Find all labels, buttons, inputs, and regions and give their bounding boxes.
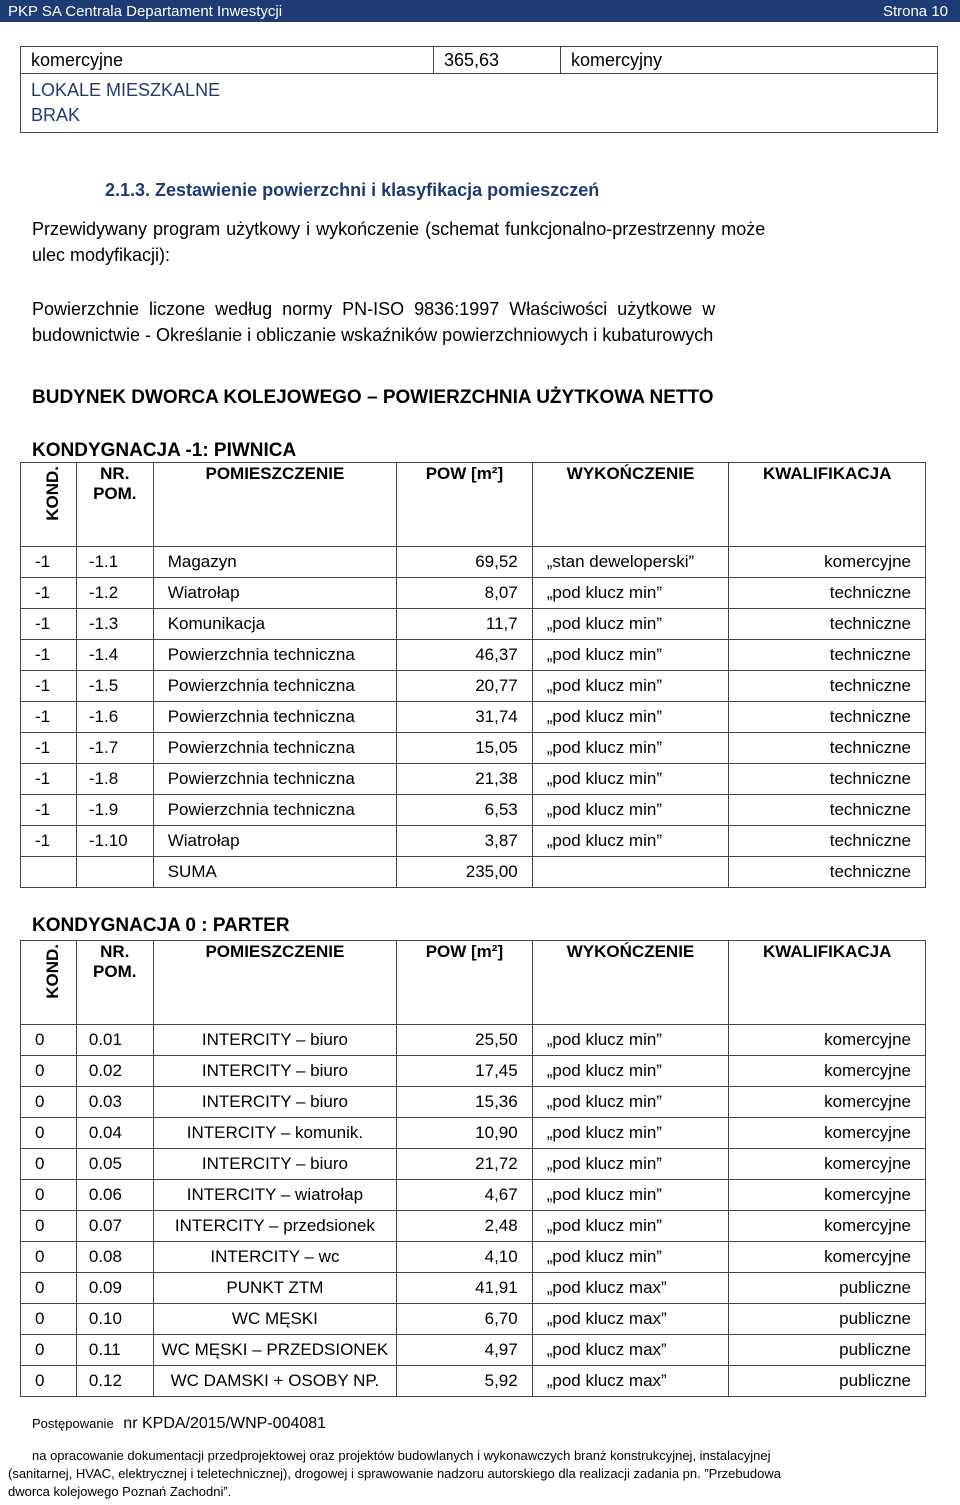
table-row [21,733,926,764]
summary-cell: 365,63 [434,47,561,74]
sum-label: SUMA [153,857,396,888]
cell-kwalifikacja: komercyjne [729,1180,926,1211]
footer-line-3: dworca kolejowego Poznań Zachodni”. [8,1484,232,1499]
summary-table [20,46,938,133]
col-nr: NR. POM. [76,941,153,1025]
cell-kwalifikacja: techniczne [729,733,926,764]
table-row [21,1087,926,1118]
lokale-mieszkalne-cell [21,74,938,133]
cell-kwalifikacja: techniczne [729,826,926,857]
piwnica-table [20,462,926,888]
cell-kond: -1 [21,609,77,640]
cell-pow: 4,67 [397,1180,533,1211]
cell-kwalifikacja: publiczne [729,1335,926,1366]
cell-pow: 4,10 [397,1242,533,1273]
postepowanie-label: Postępowanie [32,1416,114,1431]
page-header [0,0,960,22]
cell-pomieszczenie: INTERCITY – wc [153,1242,396,1273]
cell-pomieszczenie: INTERCITY – biuro [153,1149,396,1180]
cell-pomieszczenie: INTERCITY – biuro [153,1025,396,1056]
table-row [21,1273,926,1304]
cell-wykonczenie: „pod klucz min” [532,702,729,733]
cell-kond: 0 [21,1366,77,1397]
cell-kwalifikacja: komercyjne [729,1025,926,1056]
cell-kwalifikacja: techniczne [729,609,926,640]
cell-kond: -1 [21,702,77,733]
cell-nr: 0.11 [76,1335,153,1366]
cell-wykonczenie: „pod klucz min” [532,1149,729,1180]
cell-pow: 46,37 [397,640,533,671]
cell-kwalifikacja: komercyjne [729,1087,926,1118]
cell-nr: 0.12 [76,1366,153,1397]
cell-pomieszczenie: INTERCITY – biuro [153,1056,396,1087]
cell-pomieszczenie: Powierzchnia techniczna [153,702,396,733]
cell-kond: -1 [21,547,77,578]
cell-nr: -1.4 [76,640,153,671]
col-kond: KOND. [21,941,77,1025]
cell-nr: -1.2 [76,578,153,609]
cell-wykonczenie: „pod klucz max” [532,1304,729,1335]
cell-pomieszczenie: Magazyn [153,547,396,578]
postepowanie-number: nr KPDA/2015/WNP-004081 [123,1415,327,1432]
cell-pomieszczenie: PUNKT ZTM [153,1273,396,1304]
table-row [21,1118,926,1149]
table-cell [76,857,153,888]
cell-kwalifikacja: publiczne [729,1366,926,1397]
cell-pow: 6,53 [397,795,533,826]
cell-kwalifikacja: techniczne [729,671,926,702]
sum-kwalifikacja: techniczne [729,857,926,888]
cell-nr: -1.10 [76,826,153,857]
summary-cell: komercyjne [21,47,434,74]
cell-kwalifikacja: komercyjne [729,1118,926,1149]
norm-line-2: budownictwie - Określanie i obliczanie wskaźników powierzchniowych i kubaturowych [32,325,714,345]
table-row [21,671,926,702]
cell-pow: 15,36 [397,1087,533,1118]
cell-pomieszczenie: INTERCITY – biuro [153,1087,396,1118]
cell-pomieszczenie: Powierzchnia techniczna [153,795,396,826]
cell-wykonczenie: „pod klucz min” [532,1118,729,1149]
table-row [21,609,926,640]
cell-nr: 0.04 [76,1118,153,1149]
cell-nr: -1.3 [76,609,153,640]
cell-pow: 11,7 [397,609,533,640]
cell-nr: -1.1 [76,547,153,578]
cell-kond: 0 [21,1242,77,1273]
cell-pomieszczenie: INTERCITY – przedsionek [153,1211,396,1242]
table-cell [21,857,77,888]
col-nr: NR. POM. [76,463,153,547]
cell-wykonczenie: „pod klucz min” [532,1056,729,1087]
cell-kwalifikacja: publiczne [729,1273,926,1304]
cell-kwalifikacja: techniczne [729,578,926,609]
cell-kwalifikacja: komercyjne [729,547,926,578]
cell-wykonczenie: „pod klucz min” [532,640,729,671]
page-number: Strona 10 [882,3,948,20]
cell-kond: 0 [21,1087,77,1118]
table-row [21,764,926,795]
section-title: 2.1.3. Zestawienie powierzchni i klasyfikacja pomieszczeń [105,180,600,200]
cell-kond: -1 [21,671,77,702]
cell-pomieszczenie: WC MĘSKI [153,1304,396,1335]
lokale-title: LOKALE MIESZKALNE [31,80,221,100]
cell-kwalifikacja: komercyjne [729,1056,926,1087]
cell-nr: -1.7 [76,733,153,764]
parter-title: KONDYGNACJA 0 : PARTER [32,915,290,936]
cell-kond: -1 [21,733,77,764]
cell-kond: 0 [21,1304,77,1335]
table-header-row [21,463,926,547]
parter-table [20,940,926,1397]
piwnica-title: KONDYGNACJA -1: PIWNICA [32,440,297,461]
cell-pomieszczenie: Powierzchnia techniczna [153,671,396,702]
cell-kond: 0 [21,1335,77,1366]
cell-kwalifikacja: techniczne [729,764,926,795]
table-row [21,795,926,826]
cell-kond: 0 [21,1273,77,1304]
footer-line-1: na opracowanie dokumentacji przedprojektowej oraz projektów budowlanych i wykonawczych branż konstrukcyjnej, instalacyjnej [32,1448,771,1463]
cell-pow: 31,74 [397,702,533,733]
cell-nr: 0.10 [76,1304,153,1335]
cell-kwalifikacja: publiczne [729,1304,926,1335]
cell-nr: 0.07 [76,1211,153,1242]
cell-pow: 3,87 [397,826,533,857]
cell-pow: 25,50 [397,1025,533,1056]
table-row [21,1149,926,1180]
norm-line-1: Powierzchnie liczone według normy PN-ISO 9836:1997 Właściwości użytkowe w [32,299,716,319]
table-row [21,1366,926,1397]
cell-pow: 10,90 [397,1118,533,1149]
table-row [21,1242,926,1273]
table-row [21,640,926,671]
cell-kwalifikacja: komercyjne [729,1149,926,1180]
cell-pomieszczenie: Powierzchnia techniczna [153,733,396,764]
table-header-row [21,941,926,1025]
cell-nr: 0.08 [76,1242,153,1273]
cell-wykonczenie: „pod klucz max” [532,1273,729,1304]
cell-pomieszczenie: Powierzchnia techniczna [153,764,396,795]
cell-wykonczenie: „pod klucz min” [532,609,729,640]
cell-pow: 20,77 [397,671,533,702]
summary-cell: komercyjny [561,47,938,74]
table-row [21,1180,926,1211]
lokale-value: BRAK [31,105,81,125]
cell-wykonczenie: „pod klucz min” [532,1180,729,1211]
col-kwalifikacja: KWALIFIKACJA [729,941,926,1025]
cell-nr: 0.01 [76,1025,153,1056]
table-row [21,1056,926,1087]
cell-kond: 0 [21,1180,77,1211]
cell-pomieszczenie: INTERCITY – komunik. [153,1118,396,1149]
footer-postepowanie [32,1415,326,1433]
cell-nr: 0.09 [76,1273,153,1304]
table-row [21,1025,926,1056]
cell-kond: 0 [21,1118,77,1149]
cell-kond: -1 [21,795,77,826]
footer-line-2: (sanitarnej, HVAC, elektrycznej i teletechnicznej), drogowej i sprawowanie nadzoru autorskiego dla realizacji zadania pn. ”Przebudowa [8,1466,781,1481]
cell-kwalifikacja: komercyjne [729,1211,926,1242]
header-organization: PKP SA Centrala Departament Inwestycji [8,3,283,20]
cell-kond: 0 [21,1149,77,1180]
table-row [21,702,926,733]
cell-pow: 21,72 [397,1149,533,1180]
cell-wykonczenie: „pod klucz max” [532,1335,729,1366]
cell-kwalifikacja: techniczne [729,640,926,671]
col-wykonczenie: WYKOŃCZENIE [532,941,729,1025]
cell-wykonczenie: „pod klucz min” [532,1087,729,1118]
cell-kond: 0 [21,1211,77,1242]
building-title: BUDYNEK DWORCA KOLEJOWEGO – POWIERZCHNIA UŻYTKOWA NETTO [32,387,714,408]
cell-kond: -1 [21,578,77,609]
col-pomieszczenie: POMIESZCZENIE [153,941,396,1025]
col-pow: POW [m²] [397,463,533,547]
col-pomieszczenie: POMIESZCZENIE [153,463,396,547]
cell-kond: 0 [21,1025,77,1056]
cell-kond: -1 [21,764,77,795]
cell-kwalifikacja: komercyjne [729,1242,926,1273]
cell-nr: 0.06 [76,1180,153,1211]
cell-nr: -1.6 [76,702,153,733]
cell-pow: 6,70 [397,1304,533,1335]
cell-pow: 5,92 [397,1366,533,1397]
cell-kond: -1 [21,640,77,671]
cell-wykonczenie: „pod klucz min” [532,1025,729,1056]
cell-wykonczenie: „pod klucz min” [532,826,729,857]
cell-wykonczenie: „pod klucz min” [532,578,729,609]
cell-wykonczenie: „pod klucz min” [532,1211,729,1242]
cell-nr: -1.8 [76,764,153,795]
cell-pow: 17,45 [397,1056,533,1087]
col-kond: KOND. [21,463,77,547]
cell-nr: -1.9 [76,795,153,826]
intro-line-2: ulec modyfikacji): [32,245,171,265]
cell-pomieszczenie: WC MĘSKI – PRZEDSIONEK [153,1335,396,1366]
cell-wykonczenie: „pod klucz min” [532,733,729,764]
col-wykonczenie: WYKOŃCZENIE [532,463,729,547]
cell-pow: 8,07 [397,578,533,609]
col-kwalifikacja: KWALIFIKACJA [729,463,926,547]
cell-pow: 41,91 [397,1273,533,1304]
cell-pomieszczenie: Wiatrołap [153,578,396,609]
table-row [21,1335,926,1366]
cell-wykonczenie: „stan deweloperski” [532,547,729,578]
cell-pomieszczenie: INTERCITY – wiatrołap [153,1180,396,1211]
table-cell [532,857,729,888]
cell-pow: 21,38 [397,764,533,795]
cell-kwalifikacja: techniczne [729,702,926,733]
col-pow: POW [m²] [397,941,533,1025]
table-row [21,578,926,609]
cell-wykonczenie: „pod klucz max” [532,1366,729,1397]
cell-pow: 4,97 [397,1335,533,1366]
cell-pomieszczenie: Powierzchnia techniczna [153,640,396,671]
table-row [21,1211,926,1242]
cell-wykonczenie: „pod klucz min” [532,764,729,795]
cell-wykonczenie: „pod klucz min” [532,1242,729,1273]
cell-pomieszczenie: Wiatrołap [153,826,396,857]
sum-value: 235,00 [397,857,533,888]
cell-kond: 0 [21,1056,77,1087]
cell-nr: -1.5 [76,671,153,702]
cell-nr: 0.05 [76,1149,153,1180]
cell-wykonczenie: „pod klucz min” [532,795,729,826]
cell-kwalifikacja: techniczne [729,795,926,826]
table-row [21,826,926,857]
cell-pomieszczenie: Komunikacja [153,609,396,640]
table-row [21,547,926,578]
cell-kond: -1 [21,826,77,857]
cell-nr: 0.02 [76,1056,153,1087]
intro-line-1: Przewidywany program użytkowy i wykończenie (schemat funkcjonalno-przestrzenny może [32,219,766,239]
cell-pomieszczenie: WC DAMSKI + OSOBY NP. [153,1366,396,1397]
cell-wykonczenie: „pod klucz min” [532,671,729,702]
sum-row [21,857,926,888]
cell-nr: 0.03 [76,1087,153,1118]
table-row [21,1304,926,1335]
cell-pow: 2,48 [397,1211,533,1242]
cell-pow: 15,05 [397,733,533,764]
cell-pow: 69,52 [397,547,533,578]
